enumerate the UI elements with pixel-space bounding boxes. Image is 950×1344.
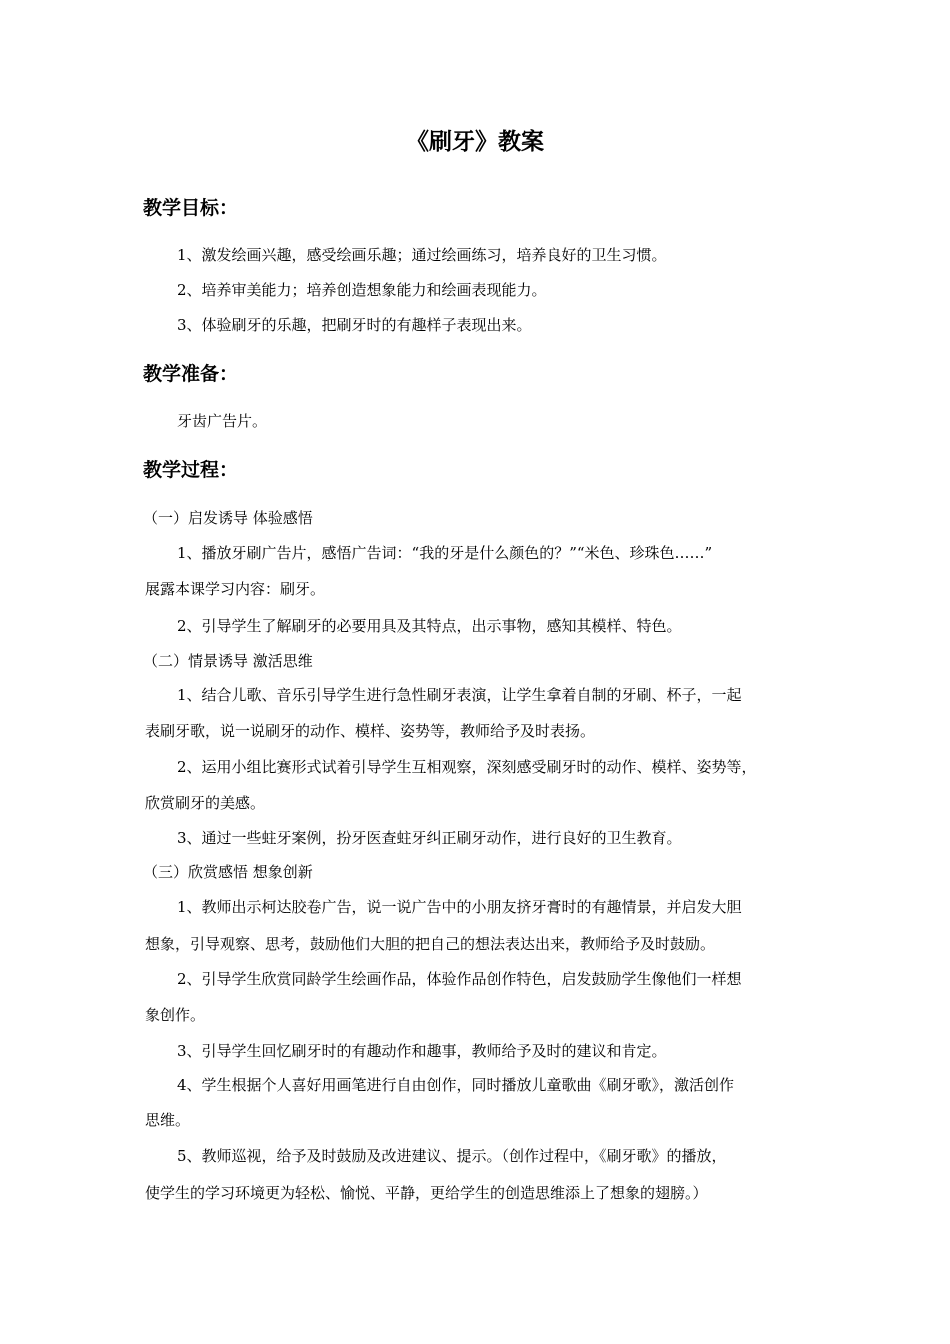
part3-para2-line2: 象创作。: [145, 1006, 206, 1024]
part3-para4-line1: 4、学生根据个人喜好用画笔进行自由创作，同时播放儿童歌曲《刷牙歌》，激活创作: [177, 1076, 735, 1094]
part1-para1-line2: 展露本课学习内容：刷牙。: [145, 580, 326, 598]
part3-para3-line1: 3、引导学生回忆刷牙时的有趣动作和趣事，教师给予及时的建议和肯定。: [177, 1042, 667, 1060]
part3-para5-line1: 5、教师巡视，给予及时鼓励及改进建议、提示。（创作过程中，《刷牙歌》的播放，: [177, 1147, 727, 1165]
part2-para3-line1: 3、通过一些蛀牙案例，扮牙医查蛀牙纠正刷牙动作，进行良好的卫生教育。: [177, 829, 682, 847]
part3-para1-line1: 1、教师出示柯达胶卷广告，说一说广告中的小朋友挤牙膏时的有趣情景，并启发大胆: [177, 898, 742, 916]
part3-para4-line2: 思维。: [145, 1111, 191, 1129]
part2-para1-line1: 1、结合儿歌、音乐引导学生进行急性刷牙表演，让学生拿着自制的牙刷、杯子，一起: [177, 686, 742, 704]
part2-para2-line1: 2、运用小组比赛形式试着引导学生互相观察，深刻感受刷牙时的动作、模样、姿势等，: [177, 758, 757, 776]
section-heading-process: 教学过程：: [143, 459, 239, 481]
goal-item-2: 2、培养审美能力；培养创造想象能力和绘画表现能力。: [177, 281, 547, 299]
goal-item-1: 1、激发绘画兴趣，感受绘画乐趣；通过绘画练习，培养良好的卫生习惯。: [177, 246, 667, 264]
part3-para2-line1: 2、引导学生欣赏同龄学生绘画作品，体验作品创作特色，启发鼓励学生像他们一样想: [177, 970, 742, 988]
process-part1-title: （一）启发诱导 体验感悟: [143, 509, 313, 527]
part1-para2-line1: 2、引导学生了解刷牙的必要用具及其特点，出示事物，感知其模样、特色。: [177, 617, 682, 635]
part1-para1-line1: 1、播放牙刷广告片，感悟广告词：“我的牙是什么颜色的？”“米色、珍珠色……”: [177, 544, 713, 562]
prep-item-1: 牙齿广告片。: [177, 412, 268, 430]
part3-para5-line2: 使学生的学习环境更为轻松、愉悦、平静，更给学生的创造思维添上了想象的翅膀。）: [145, 1184, 708, 1202]
process-part2-title: （二）情景诱导 激活思维: [143, 652, 313, 670]
document-title: 《刷牙》教案: [406, 128, 544, 155]
part3-para1-line2: 想象，引导观察、思考，鼓励他们大胆的把自己的想法表达出来，教师给予及时鼓励。: [145, 935, 716, 953]
part2-para2-line2: 欣赏刷牙的美感。: [145, 794, 266, 812]
section-heading-goals: 教学目标：: [143, 197, 239, 219]
section-heading-prep: 教学准备：: [143, 363, 239, 385]
goal-item-3: 3、体验刷牙的乐趣，把刷牙时的有趣样子表现出来。: [177, 316, 532, 334]
process-part3-title: （三）欣赏感悟 想象创新: [143, 863, 313, 881]
part2-para1-line2: 表刷牙歌，说一说刷牙的动作、模样、姿势等，教师给予及时表扬。: [145, 722, 596, 740]
